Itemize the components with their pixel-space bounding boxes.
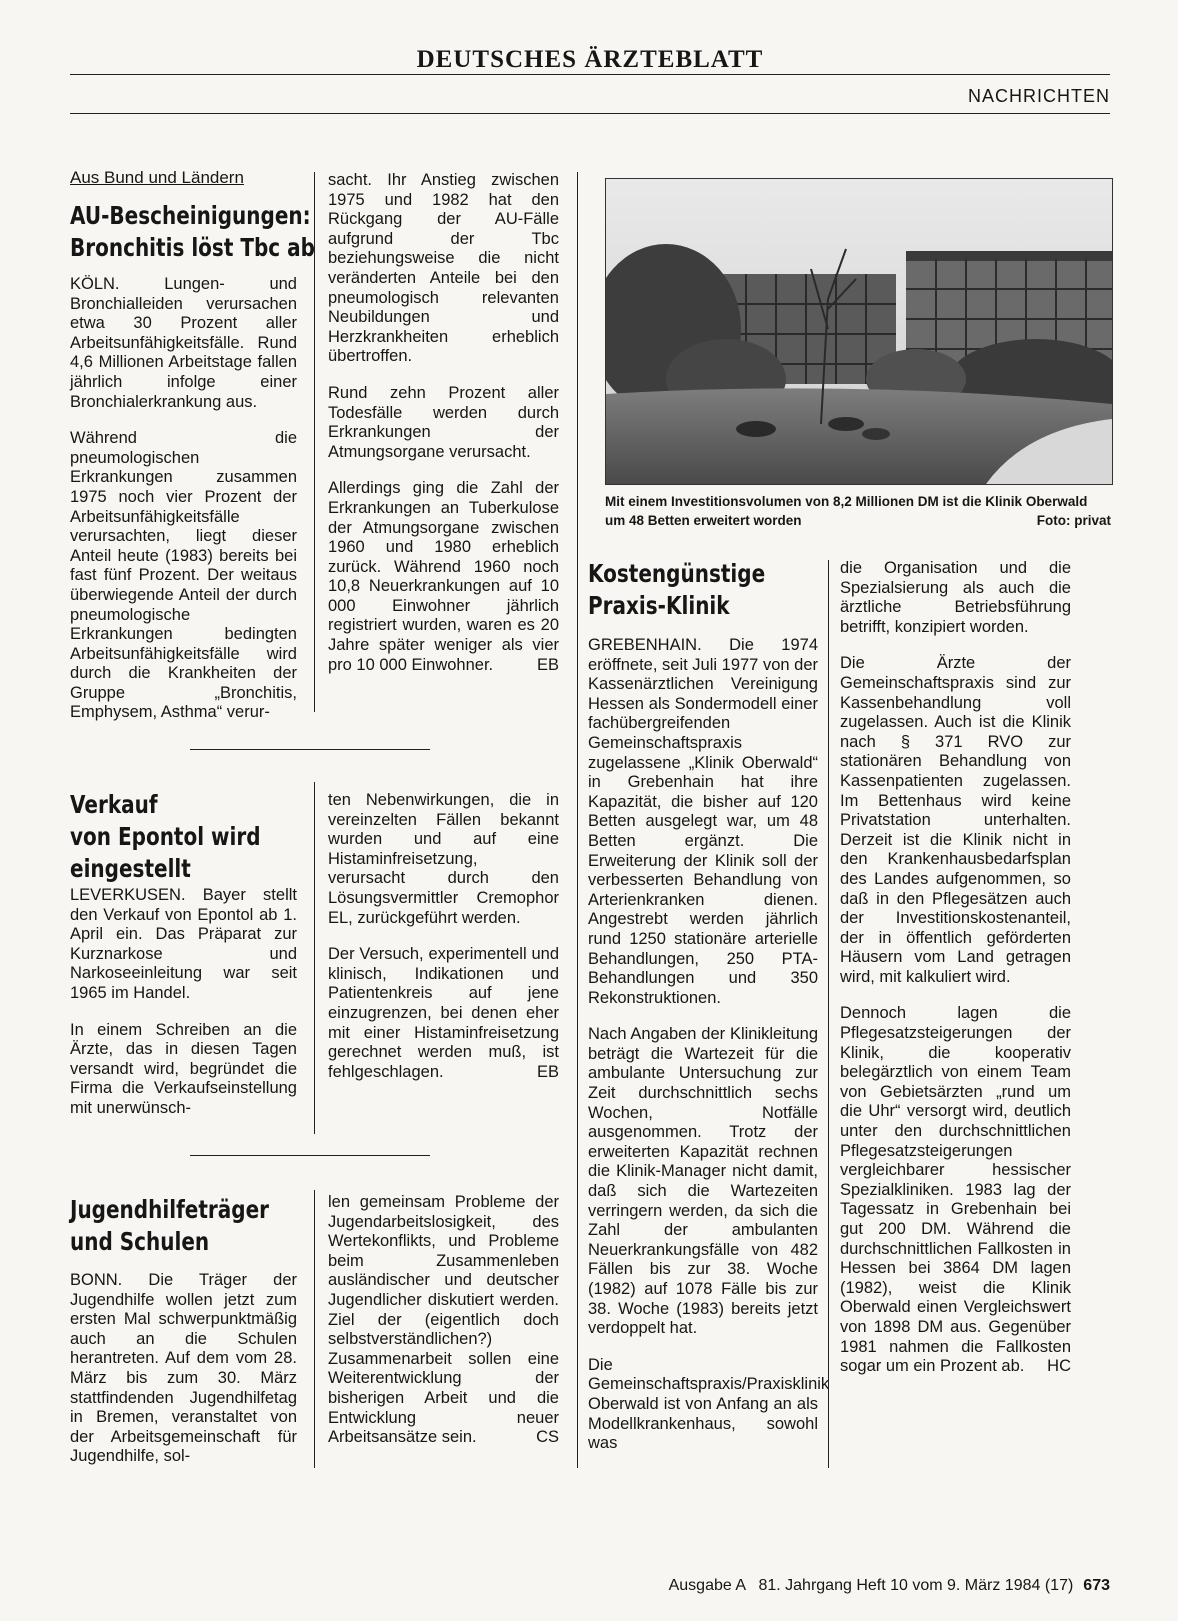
article4-paragraph: Nach Angaben der Klinikleitung beträgt die Wartezeit für die ambulante Untersuchung zur Zeit durchschnittlich sechs Wochen, Notfälle ausgenommen. Trotz der erweiterten Kapazität rechnen die Klinik-Manager nicht damit, daß sich die Wartezeiten verringern werden, da sich die Zahl der ambulanten Neuerkrankungsfälle von 482 Fällen bis zur 38. Woche (1982) auf 1078 Fälle bis zur 38. Woche (1983) bereits jetzt verdoppelt hat.	[588, 1025, 818, 1338]
article3-column-2	[328, 1193, 559, 1448]
article4-paragraph: Die Gemeinschaftspraxis/Praxisklinik Oberwald ist von Anfang an als Modellkrankenhaus, sowohl was	[588, 1355, 830, 1453]
article3-paragraph-text: len gemeinsam Probleme der Jugendarbeitslosigkeit, des Wertekonflikts, und Probleme beim Zusammenleben ausländischer und deutscher Jugendlicher diskutiert werden. Ziel der (eigentlich doch selbstverständlichen?) Zusammenarbeit sollen eine Weiterentwicklung der bisherigen Arbeit und die Entwicklung neuer Arbeitsansätze sein.	[328, 1193, 559, 1447]
article2-paragraph: In einem Schreiben an die Ärzte, das in diesen Tagen versandt wird, begründet die Firma die Verkaufseinstellung mit unerwünsch-	[70, 1020, 297, 1117]
article3-paragraph	[328, 1193, 559, 1448]
article4-paragraph-text: Dennoch lagen die Pflegesatzsteigerungen der Klinik, die kooperativ belegärztlich von einem Team von Gebietsärzten „rund um die Uhr“ versorgt wird, deutlich unter den durchschnittlichen Pflegesatzsteigerungen vergleichbarer hessischer Spezialkliniken. 1983 lag der Tagessatz in Grebenhain bei gut 200 DM. Während die durchschnittlichen Fallkosten in Hessen bei 3864 DM lagen (1982), weist die Klinik Oberwald einen Vergleichswert von 1898 DM aus. Gegenüber 1981 nahmen die Fallkosten sogar um ein Prozent ab.	[840, 1004, 1071, 1376]
article3-headline-line2: und Schulen	[70, 1227, 210, 1256]
article2-paragraph: LEVERKUSEN. Bayer stellt den Verkauf von Epontol ab 1. April ein. Das Präparat zur Kurznarkose und Narkoseeinleitung war seit 1965 im Handel.	[70, 886, 297, 1002]
article2-column-2	[328, 791, 559, 1082]
article3-column-1	[70, 1271, 297, 1467]
article2-column-1	[70, 886, 297, 1119]
page-number: 673	[1083, 1577, 1110, 1594]
section-label: NACHRICHTEN	[967, 86, 1110, 106]
issue-info: Ausgabe A 81. Jahrgang Heft 10 vom 9. März 1984 (17)	[668, 1577, 1074, 1594]
article1-signature: EB	[536, 655, 559, 674]
article2-headline-line2: von Epontol wird	[70, 822, 261, 851]
article2-headline-line3: eingestellt	[70, 854, 191, 883]
header-rule	[70, 113, 1110, 114]
article3-headline	[70, 1194, 269, 1258]
article4-column-1	[588, 636, 830, 1454]
article1-paragraph: sacht. Ihr Anstieg zwischen 1975 und 1982 hat den Rückgang der AU-Fälle aufgrund der Tbc beziehungsweise die nicht veränderten Anteile bei den pneumologisch relevanten Neubildungen und Herzkrankheiten erheblich übertroffen.	[328, 171, 559, 366]
article2-paragraph-text: Der Versuch, experimentell und klinisch, Indikationen und Patientenkreis auf jene einzugrenzen, bei denen eher mit einer Histaminfreisetzung gerechnet werden muß, ist fehlgeschlagen.	[328, 945, 559, 1081]
column-divider	[828, 560, 829, 1468]
article4-paragraph: die Organisation und die Spezialsierung als auch die ärztliche Betriebsführung betrifft, konzipiert worden.	[840, 559, 1071, 636]
article2-signature: EB	[536, 1062, 559, 1081]
photo-credit: Foto: privat	[1036, 513, 1111, 528]
page-footer	[669, 1577, 1110, 1595]
photo-caption-text: Mit einem Investitionsvolumen von 8,2 Millionen DM ist die Klinik Oberwald um 48 Betten erweitert worden	[605, 494, 1088, 528]
article1-headline-line2: Bronchitis löst Tbc ab	[70, 233, 315, 262]
photo-caption	[605, 492, 1111, 530]
column-divider	[314, 172, 315, 712]
article2-headline	[70, 789, 261, 885]
column-divider	[314, 1190, 315, 1468]
article4-headline-line2: Praxis-Klinik	[588, 591, 730, 620]
kicker: Aus Bund und Ländern	[70, 168, 244, 187]
article3-headline-line1: Jugendhilfeträger	[70, 1195, 269, 1224]
masthead-rule	[70, 74, 1110, 75]
article-separator	[190, 749, 430, 750]
article4-signature: HC	[1047, 1357, 1071, 1376]
clinic-photo	[605, 178, 1113, 485]
article1-column-1	[70, 275, 297, 723]
masthead: DEUTSCHES ÄRZTEBLATT	[416, 46, 764, 73]
article1-headline-line1: AU-Bescheinigungen:	[70, 201, 311, 230]
column-divider	[314, 782, 315, 1134]
article3-paragraph: BONN. Die Träger der Jugendhilfe wollen jetzt zum ersten Mal schwerpunktmäßig auch an die Schulen herantreten. Auf dem vom 28. März bis zum 30. März stattfindenden Jugendhilfetag in Bremen, veranstaltet von der Arbeitsgemeinschaft für Jugendhilfe, sol-	[70, 1271, 297, 1466]
article3-signature: CS	[536, 1428, 559, 1447]
main-column-divider	[577, 172, 578, 1468]
article4-headline	[588, 558, 765, 622]
article1-paragraph-text: Allerdings ging die Zahl der Erkrankungen an Tuberkulose der Atmungsorgane zwischen 1960 und 1980 erheblich zurück. Während 1960 noch 10,8 Neuerkrankungen auf 10 000 Einwohner jährlich registriert wurden, waren es 20 Jahre später weniger als vier pro 10 000 Einwohner.	[328, 479, 559, 674]
article1-headline	[70, 200, 315, 264]
article1-paragraph: Rund zehn Prozent aller Todesfälle werden durch Erkrankungen der Atmungsorgane verursacht.	[328, 383, 559, 461]
article1-paragraph	[328, 479, 559, 675]
article2-headline-line1: Verkauf	[70, 790, 158, 819]
article1-paragraph: KÖLN. Lungen- und Bronchialleiden verursachen etwa 30 Prozent aller Arbeitsunfähigkeitsfälle. Rund 4,6 Millionen Arbeitstage fallen jährlich infolge einer Bronchialerkrankung aus.	[70, 275, 297, 411]
clinic-building-photo	[606, 179, 1112, 484]
article1-paragraph: Während die pneumologischen Erkrankungen zusammen 1975 noch vier Prozent der Arbeitsunfähigkeitsfälle verursachten, liegt dieser Anteil heute (1983) bereits bei fast fünf Prozent. Der weitaus überwiegende Anteil der durch pneumologische Erkrankungen bedingten Arbeitsunfähigkeitsfälle wird durch die Krankheiten der Gruppe „Bronchitis, Emphysem, Asthma“ verur-	[70, 429, 297, 722]
article2-paragraph	[328, 945, 559, 1082]
article4-headline-line1: Kostengünstige	[588, 559, 766, 588]
article1-column-2	[328, 171, 559, 675]
article4-paragraph	[840, 1004, 1071, 1376]
article4-paragraph: GREBENHAIN. Die 1974 eröffnete, seit Juli 1977 von der Kassenärztlichen Vereinigung Hessen als Sondermodell einer fachübergreifenden Gemeinschaftspraxis zugelassene „Klinik Oberwald“ in Grebenhain hat ihre Kapazität, die bisher auf 120 Betten ausgelegt war, um 48 Betten ergänzt. Die Erweiterung der Klinik soll der verbesserten Behandlung von Arterienkranken dienen. Angestrebt werden jährlich rund 1250 stationäre arterielle Behandlungen, 250 PTA-Behandlungen und 350 Rekonstruktionen.	[588, 636, 818, 1007]
article4-paragraph: Die Ärzte der Gemeinschaftspraxis sind zur Kassenbehandlung voll zugelassen. Auch ist die Klinik nach § 371 RVO zur stationären Behandlung von Kassenpatienten zugelassen. Im Bettenhaus wird keine Privatstation unterhalten. Derzeit ist die Klinik nicht in den Krankenhausbedarfsplan des Landes aufgenommen, so daß in den Pflegesätzen auch der Investitionskostenanteil, der in öffentlich geförderten Häusern vom Land getragen wird, mit kalkuliert wird.	[840, 654, 1071, 986]
article-separator	[190, 1155, 430, 1156]
article2-paragraph: ten Nebenwirkungen, die in vereinzelten Fällen bekannt wurden und auf eine Histaminfreisetzung, verursacht durch den Lösungsvermittler Cremophor EL, zurückgeführt werden.	[328, 791, 559, 927]
article4-column-2	[840, 559, 1071, 1377]
